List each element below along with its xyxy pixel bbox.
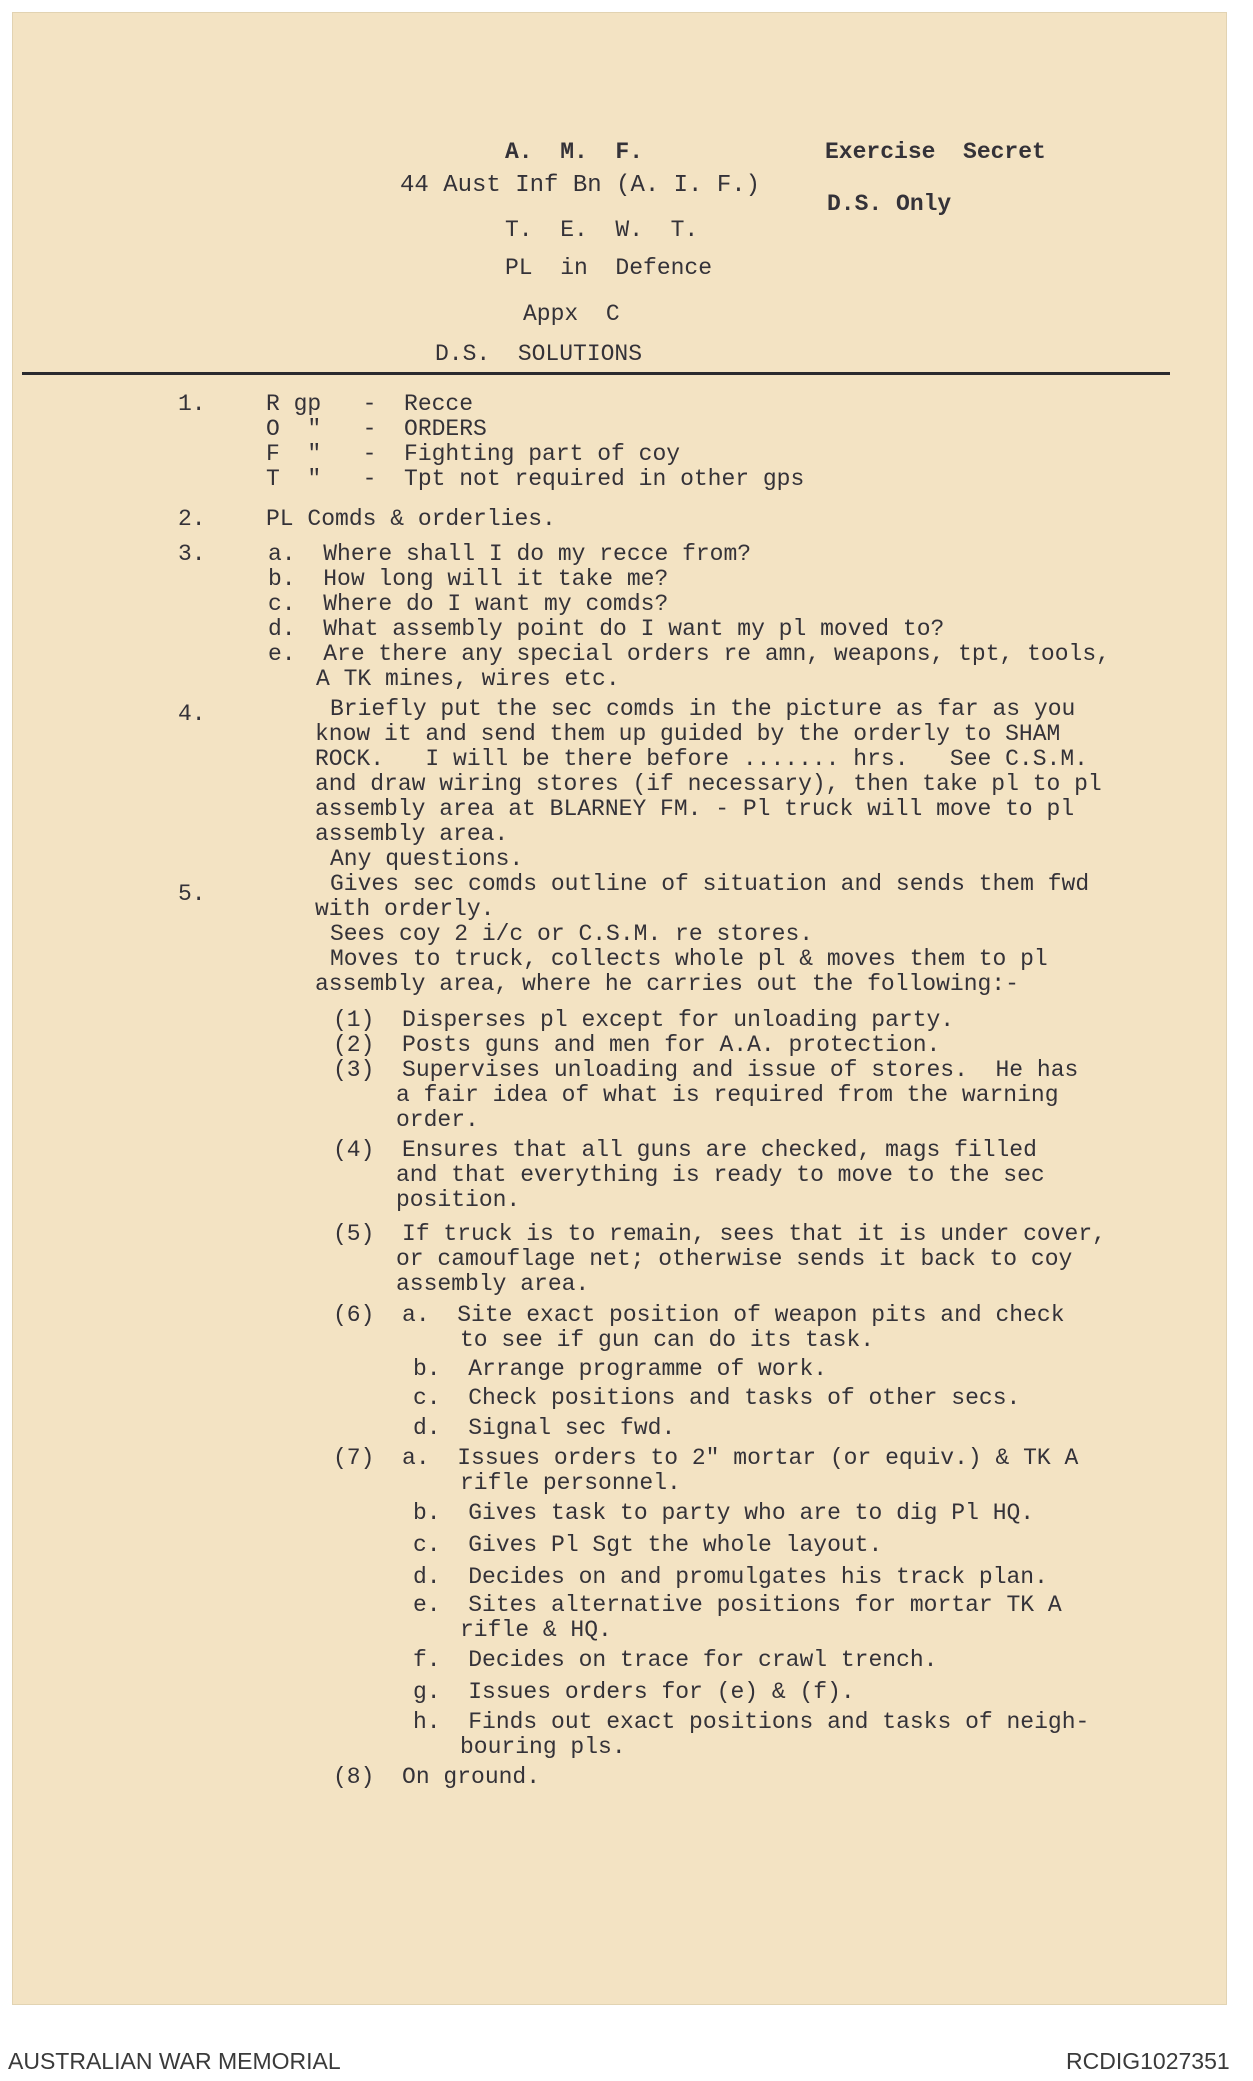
sub-item-6d: d. Signal sec fwd. bbox=[413, 1415, 676, 1441]
item-2-text: PL Comds & orderlies. bbox=[266, 506, 556, 532]
question-e: e. Are there any special orders re amn, weapons, tpt, tools, bbox=[268, 641, 1110, 667]
header-appx: Appx C bbox=[523, 301, 620, 327]
sub-item-4-cont-2: position. bbox=[396, 1187, 521, 1213]
sub-item-6c: c. Check positions and tasks of other secs. bbox=[413, 1385, 1021, 1411]
item-number-5: 5. bbox=[178, 881, 206, 907]
item-5-line-3: Sees coy 2 i/c or C.S.M. re stores. bbox=[330, 921, 814, 947]
footer-record-id: RCDIG1027351 bbox=[1066, 2048, 1230, 2074]
header-battalion: 44 Aust Inf Bn (A. I. F.) bbox=[400, 172, 761, 199]
sub-item-7e: e. Sites alternative positions for mortar TK A bbox=[413, 1592, 1062, 1618]
item-number-3: 3. bbox=[178, 541, 206, 567]
item-5-line-4: Moves to truck, collects whole pl & moves them to pl bbox=[330, 946, 1048, 972]
sub-item-3: (3) Supervises unloading and issue of stores. He has bbox=[333, 1057, 1079, 1083]
t-group-row: T " - Tpt not required in other gps bbox=[266, 466, 805, 492]
item-5-line-1: Gives sec comds outline of situation and sends them fwd bbox=[330, 871, 1090, 897]
sub-item-6b: b. Arrange programme of work. bbox=[413, 1356, 828, 1382]
item-4-line-6: assembly area. bbox=[315, 821, 509, 847]
sub-item-7c: c. Gives Pl Sgt the whole layout. bbox=[413, 1532, 883, 1558]
item-4-line-3: ROCK. I will be there before ....... hrs. See C.S.M. bbox=[315, 746, 1088, 772]
header-amf: A. M. F. bbox=[505, 139, 644, 165]
sub-item-5-cont-2: assembly area. bbox=[396, 1271, 590, 1297]
item-number-4: 4. bbox=[178, 701, 206, 727]
sub-item-7f: f. Decides on trace for crawl trench. bbox=[413, 1647, 938, 1673]
sub-item-8: (8) On ground. bbox=[333, 1764, 541, 1790]
item-4-line-2: know it and send them up guided by the orderly to SHAM bbox=[315, 721, 1061, 747]
sub-item-7d: d. Decides on and promulgates his track plan. bbox=[413, 1564, 1048, 1590]
sub-item-3-cont-2: order. bbox=[396, 1107, 479, 1133]
r-group-row: R gp - Recce bbox=[266, 391, 474, 417]
sub-item-6a: (6) a. Site exact position of weapon pits and check bbox=[333, 1302, 1065, 1328]
header-subject: PL in Defence bbox=[505, 255, 713, 281]
ds-only-label: D.S. Only bbox=[827, 191, 952, 217]
item-number-2: 2. bbox=[178, 506, 206, 532]
sub-item-4: (4) Ensures that all guns are checked, mags filled bbox=[333, 1137, 1037, 1163]
header-divider bbox=[22, 372, 1170, 375]
item-number-1: 1. bbox=[178, 391, 206, 417]
sub-item-7b: b. Gives task to party who are to dig Pl HQ. bbox=[413, 1500, 1035, 1526]
sub-item-5-cont-1: or camouflage net; otherwise sends it back to coy bbox=[396, 1246, 1073, 1272]
item-4-line-5: assembly area at BLARNEY FM. - Pl truck will move to pl bbox=[315, 796, 1075, 822]
header-tewt: T. E. W. T. bbox=[505, 217, 699, 243]
question-d: d. What assembly point do I want my pl moved to? bbox=[268, 616, 945, 642]
question-a: a. Where shall I do my recce from? bbox=[268, 541, 752, 567]
sub-item-7h-cont: bouring pls. bbox=[460, 1734, 626, 1760]
item-4-line-7: Any questions. bbox=[330, 846, 524, 872]
sub-item-5: (5) If truck is to remain, sees that it is under cover, bbox=[333, 1221, 1106, 1247]
classification-label: Exercise Secret bbox=[825, 139, 1046, 165]
sub-item-7h: h. Finds out exact positions and tasks of neigh- bbox=[413, 1709, 1090, 1735]
question-b: b. How long will it take me? bbox=[268, 566, 669, 592]
question-c: c. Where do I want my comds? bbox=[268, 591, 669, 617]
question-e-cont: A TK mines, wires etc. bbox=[316, 666, 620, 692]
item-5-line-5: assembly area, where he carries out the following:- bbox=[315, 971, 1019, 997]
item-4-line-4: and draw wiring stores (if necessary), then take pl to pl bbox=[315, 771, 1102, 797]
item-4-line-1: Briefly put the sec comds in the picture as far as you bbox=[330, 696, 1076, 722]
header-solutions: D.S. SOLUTIONS bbox=[435, 341, 643, 367]
sub-item-7a-cont: rifle personnel. bbox=[460, 1470, 681, 1496]
sub-item-7e-cont: rifle & HQ. bbox=[460, 1617, 612, 1643]
sub-item-1: (1) Disperses pl except for unloading party. bbox=[333, 1007, 955, 1033]
o-group-row: O " - ORDERS bbox=[266, 416, 487, 442]
sub-item-2: (2) Posts guns and men for A.A. protection. bbox=[333, 1032, 941, 1058]
footer-institution: AUSTRALIAN WAR MEMORIAL bbox=[8, 2048, 341, 2074]
sub-item-6a-cont: to see if gun can do its task. bbox=[460, 1327, 875, 1353]
sub-item-7g: g. Issues orders for (e) & (f). bbox=[413, 1679, 855, 1705]
sub-item-7a: (7) a. Issues orders to 2" mortar (or equiv.) & TK A bbox=[333, 1445, 1079, 1471]
f-group-row: F " - Fighting part of coy bbox=[266, 441, 681, 467]
sub-item-3-cont-1: a fair idea of what is required from the warning bbox=[396, 1082, 1059, 1108]
item-5-line-2: with orderly. bbox=[315, 896, 495, 922]
sub-item-4-cont-1: and that everything is ready to move to the sec bbox=[396, 1162, 1045, 1188]
